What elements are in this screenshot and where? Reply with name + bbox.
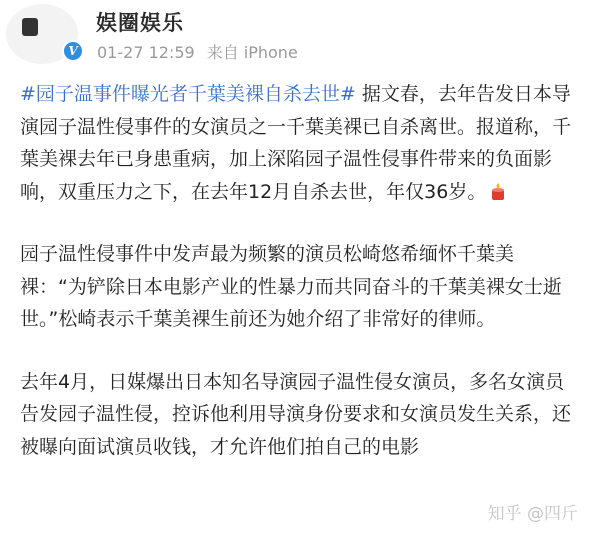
verified-badge-icon: V xyxy=(62,40,84,62)
paragraph-3-text: 去年4月，日媒爆出日本知名导演园子温性侵女演员，多名女演员告发园子温性侵，控诉他利用导演身份要求和女演员发生关系，还被曝向面试演员收钱，才允许他们拍自己的电影 xyxy=(20,370,572,458)
post-body xyxy=(20,78,580,493)
author-name[interactable]: 娱圈娱乐 xyxy=(96,11,184,35)
avatar-image xyxy=(22,18,38,36)
paragraph-1-text: 据文春，去年告发日本导演园子温性侵事件的女演员之一千葉美裸已自杀离世。报道称，千葉美裸去年已身患重病，加上深陷园子温性侵事件带来的负面影响，双重压力之下，在去年12月自杀去世，年仅36岁。 xyxy=(20,83,572,203)
post-meta xyxy=(97,40,298,63)
candle-icon xyxy=(488,179,508,199)
paragraph-2-text: 园子温性侵事件中发声最为频繁的演员松崎悠希缅怀千葉美裸：“为铲除日本电影产业的性暴力而共同奋斗的千葉美裸女士逝世。”松崎表示千葉美裸生前还为她介绍了非常好的律师。 xyxy=(20,243,562,330)
watermark xyxy=(488,499,578,524)
paragraph-3 xyxy=(20,366,580,464)
watermark-text: 知乎 @四斤 xyxy=(487,504,578,524)
post-timestamp: 01-27 12:59 xyxy=(97,43,195,62)
hashtag-link[interactable]: #园子温事件曝光者千葉美裸自杀去世# xyxy=(20,83,356,105)
paragraph-2 xyxy=(20,238,580,336)
paragraph-1 xyxy=(20,78,580,208)
post-source: 来自 iPhone xyxy=(206,43,298,62)
post-header xyxy=(0,0,600,70)
